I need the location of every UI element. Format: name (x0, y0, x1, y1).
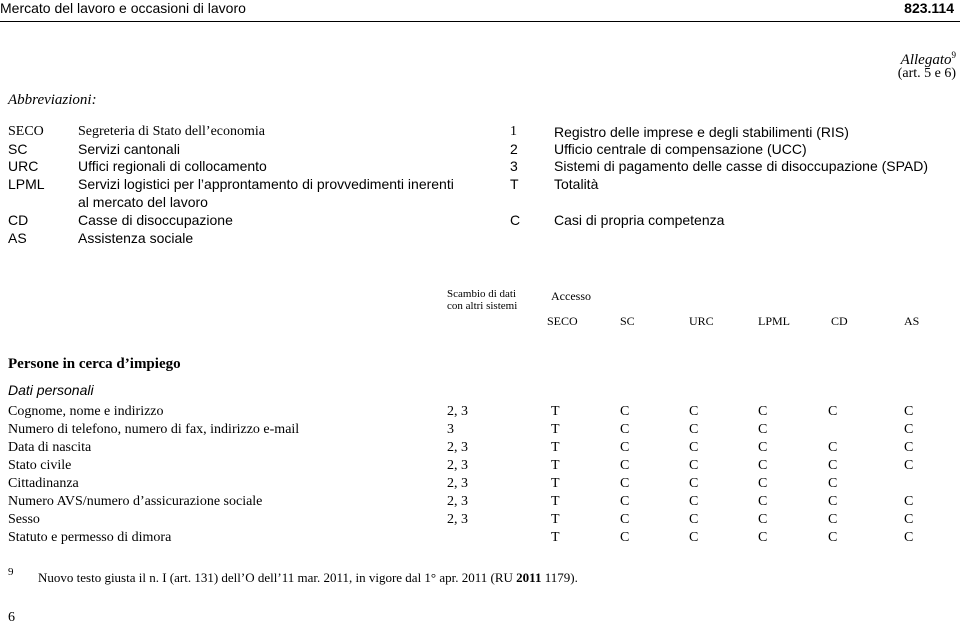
cell-seco: T (551, 476, 560, 491)
annex-article: (art. 5 e 6) (897, 66, 956, 81)
abbr-code: SECO (8, 124, 44, 139)
cell-seco: T (551, 422, 560, 437)
cell-scambio: 3 (447, 422, 454, 437)
cell-lpml: C (758, 494, 768, 509)
symbol-meaning: Ufficio centrale di compensazione (UCC) (554, 141, 807, 157)
column-header-seco: SECO (547, 314, 578, 328)
cell-urc: C (689, 530, 699, 545)
table-row (0, 458, 960, 476)
scambio-header-line1: Scambio di dati (447, 288, 517, 300)
abbreviations-title: Abbreviazioni: (8, 92, 97, 108)
cell-cd: C (828, 494, 838, 509)
cell-scambio: 2, 3 (447, 476, 468, 491)
symbol-code: 1 (510, 124, 517, 139)
row-label: Numero AVS/numero d’assicurazione sociale (8, 494, 263, 509)
symbol-code: 2 (510, 141, 518, 157)
cell-sc: C (620, 530, 630, 545)
cell-lpml: C (758, 422, 768, 437)
cell-sc: C (620, 494, 630, 509)
legend-row (0, 124, 960, 142)
annex-label-text: Allegato (900, 52, 952, 68)
legend-row (0, 194, 960, 212)
legend-row (0, 230, 960, 248)
abbr-desc: Servizi cantonali (78, 141, 180, 157)
abbr-code: SC (8, 141, 28, 157)
cell-scambio: 2, 3 (447, 458, 468, 473)
abbr-code: URC (8, 158, 39, 174)
cell-cd: C (828, 530, 838, 545)
abbr-code: CD (8, 212, 29, 228)
cell-sc: C (620, 476, 630, 491)
cell-cd: C (828, 404, 838, 419)
table-row (0, 440, 960, 458)
table-row (0, 404, 960, 422)
table-row (0, 530, 960, 548)
cell-lpml: C (758, 476, 768, 491)
table-row (0, 422, 960, 440)
cell-seco: T (551, 494, 560, 509)
column-header-sc: SC (620, 314, 635, 328)
subsection-title: Dati personali (8, 382, 94, 398)
abbr-code: LPML (8, 176, 45, 192)
cell-as: C (904, 530, 914, 545)
cell-cd: C (828, 458, 838, 473)
row-label: Numero di telefono, numero di fax, indirizzo e-mail (8, 422, 300, 437)
abbr-code: AS (8, 230, 27, 246)
legend-row (0, 158, 960, 176)
row-label: Cognome, nome e indirizzo (8, 404, 164, 419)
scambio-header (447, 288, 517, 312)
cell-seco: T (551, 440, 560, 455)
abbr-desc: Uffici regionali di collocamento (78, 158, 267, 174)
cell-urc: C (689, 440, 699, 455)
section-title: Persone in cerca d’impiego (8, 356, 181, 372)
symbol-code: 3 (510, 158, 518, 174)
cell-urc: C (689, 458, 699, 473)
symbol-meaning: Registro delle imprese e degli stabilimenti (RIS) (554, 124, 849, 140)
cell-seco: T (551, 512, 560, 527)
scambio-header-line2: con altri sistemi (447, 300, 518, 312)
cell-lpml: C (758, 440, 768, 455)
table-row (0, 476, 960, 494)
row-label: Statuto e permesso di dimora (8, 530, 172, 545)
legend-row (0, 212, 960, 230)
cell-urc: C (689, 512, 699, 527)
cell-scambio: 2, 3 (447, 440, 468, 455)
legend-row (0, 141, 960, 159)
row-label: Cittadinanza (8, 476, 79, 491)
row-label: Stato civile (8, 458, 72, 473)
header-rule (0, 21, 960, 22)
cell-cd: C (828, 476, 838, 491)
cell-seco: T (551, 458, 560, 473)
symbol-meaning: Casi di propria competenza (554, 212, 725, 228)
abbr-desc: Servizi logistici per l’approntamento di provvedimenti inerenti (78, 176, 454, 192)
cell-as: C (904, 422, 914, 437)
row-label: Data di nascita (8, 440, 92, 455)
cell-lpml: C (758, 512, 768, 527)
table-row (0, 494, 960, 512)
footnote-number: 9 (8, 566, 14, 578)
abbr-desc: Assistenza sociale (78, 230, 194, 246)
cell-sc: C (620, 512, 630, 527)
cell-urc: C (689, 404, 699, 419)
cell-scambio: 2, 3 (447, 404, 468, 419)
column-header-cd: CD (831, 314, 848, 328)
cell-sc: C (620, 422, 630, 437)
footnote-text-bold: 2011 (516, 570, 542, 585)
row-label: Sesso (8, 512, 40, 527)
page-number: 6 (8, 610, 15, 625)
footnote-text (38, 570, 578, 586)
cell-as: C (904, 494, 914, 509)
cell-urc: C (689, 476, 699, 491)
running-header-number: 823.114 (904, 0, 954, 16)
cell-as: C (904, 458, 914, 473)
annex-footnote-ref: 9 (951, 50, 956, 60)
footnote-text-before: Nuovo testo giusta il n. I (art. 131) dell’O dell’11 mar. 2011, in vigore dal 1° apr. 2011 (RU (38, 570, 517, 585)
cell-lpml: C (758, 458, 768, 473)
column-header-as: AS (904, 314, 920, 328)
cell-as: C (904, 404, 914, 419)
accesso-header: Accesso (551, 289, 591, 303)
symbol-code: C (510, 212, 521, 228)
cell-cd: C (828, 440, 838, 455)
cell-lpml: C (758, 404, 768, 419)
cell-scambio: 2, 3 (447, 494, 468, 509)
column-header-urc: URC (689, 314, 714, 328)
symbol-code: T (510, 176, 519, 192)
abbr-desc-continued: al mercato del lavoro (78, 194, 208, 210)
cell-lpml: C (758, 530, 768, 545)
symbol-meaning: Sistemi di pagamento delle casse di disoccupazione (SPAD) (554, 158, 929, 174)
cell-sc: C (620, 404, 630, 419)
abbr-desc: Casse di disoccupazione (78, 212, 233, 228)
footnote-text-after: 1179). (541, 570, 578, 585)
cell-seco: T (551, 404, 560, 419)
cell-seco: T (551, 530, 560, 545)
cell-cd: C (828, 512, 838, 527)
table-row (0, 512, 960, 530)
cell-urc: C (689, 422, 699, 437)
cell-as: C (904, 440, 914, 455)
running-header-title: Mercato del lavoro e occasioni di lavoro (0, 0, 246, 16)
symbol-meaning: Totalità (554, 176, 599, 192)
legend-row (0, 176, 960, 194)
abbr-desc: Segreteria di Stato dell’economia (78, 124, 265, 139)
cell-sc: C (620, 440, 630, 455)
cell-scambio: 2, 3 (447, 512, 468, 527)
cell-urc: C (689, 494, 699, 509)
column-header-lpml: LPML (758, 314, 791, 328)
cell-as: C (904, 512, 914, 527)
cell-sc: C (620, 458, 630, 473)
